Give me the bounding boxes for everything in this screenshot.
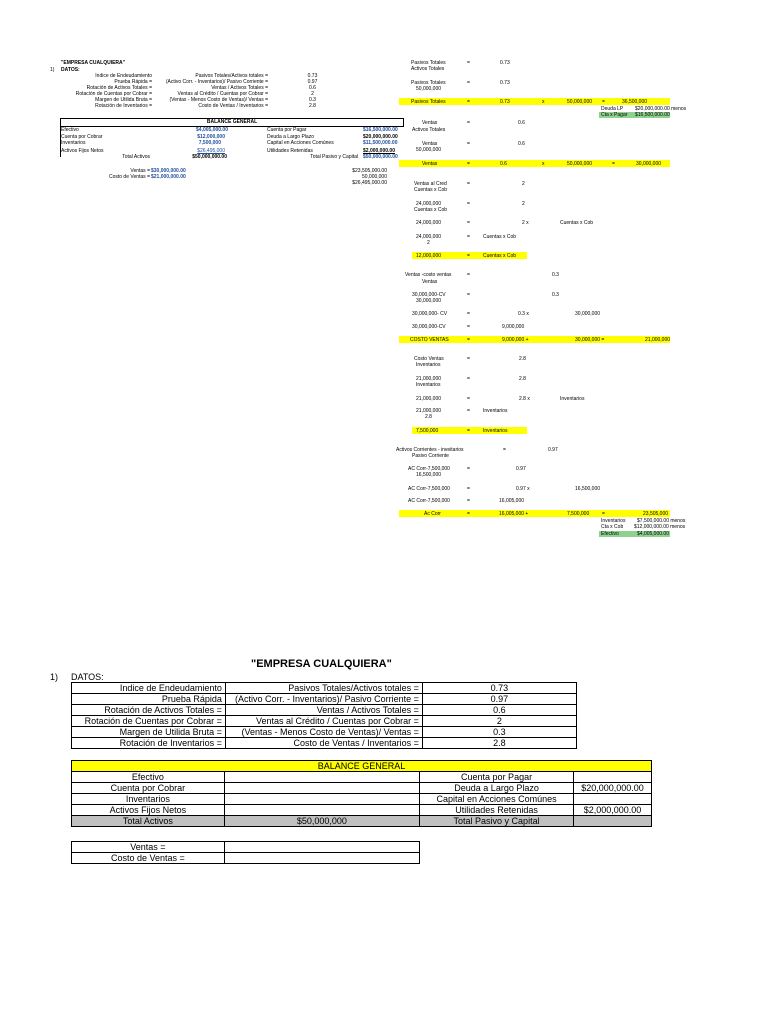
calc-label: 7,500,000 bbox=[416, 428, 439, 434]
costo-label: Costo de Ventas = bbox=[72, 853, 225, 864]
calc-label: Activos Totales bbox=[411, 66, 445, 72]
balance-value bbox=[224, 805, 419, 816]
balance-value bbox=[574, 772, 652, 783]
calc-eq: = bbox=[467, 220, 470, 226]
calc-value: 16,500,000 bbox=[575, 486, 601, 492]
calc-label: Ventas bbox=[422, 141, 438, 147]
side-value: $23,505,000.00 bbox=[352, 168, 387, 174]
ratio-formula: Ventas / Activos Totales = bbox=[225, 705, 422, 716]
calc-eq: = bbox=[467, 486, 470, 492]
ventas-value: $30,000,000.00 bbox=[151, 168, 186, 174]
total-pasivo-value bbox=[574, 816, 652, 827]
balance-label: Capital en Acciones Comúnes bbox=[267, 140, 334, 146]
calc-label: 30,000,000 bbox=[416, 298, 442, 304]
calc-eq: = bbox=[467, 60, 470, 66]
calc-eq: = bbox=[467, 201, 470, 207]
ratio-name: Prueba Rápida bbox=[72, 694, 226, 705]
calc-label: AC Corr-7,500,000 bbox=[408, 486, 450, 492]
balance-value: $20,000,000.00 bbox=[574, 783, 652, 794]
total-pasivo-label: Total Pasivo y Capital bbox=[420, 816, 574, 827]
calc-label: Cuentas x Cob bbox=[414, 187, 448, 193]
calc-label: 50,000,000 bbox=[416, 147, 442, 153]
calc-value: 2 bbox=[522, 201, 525, 207]
calc-label: 24,000,000 bbox=[416, 201, 442, 207]
ratio-name: Rotación de Inventarios = bbox=[72, 738, 226, 749]
top-balance-title: BALANCE GENERAL bbox=[206, 119, 258, 125]
balance-title: BALANCE GENERAL bbox=[72, 761, 652, 772]
ratio-formula: (Activo Corr. - Inventarios)/ Pasivo Corriente = bbox=[165, 79, 268, 85]
calc-op: x bbox=[542, 161, 545, 167]
calc-value: 30,000,000 bbox=[636, 161, 662, 167]
calc-label: AC Corr-7,500,000 bbox=[408, 466, 450, 472]
calc-eq: = bbox=[467, 253, 470, 259]
calc-value: 0.3 bbox=[552, 272, 559, 278]
ventas-table bbox=[71, 841, 420, 864]
calc-label: Efectivo bbox=[601, 531, 619, 537]
balance-value: $20,000,000.00 bbox=[363, 134, 398, 140]
ratio-formula: Costo de Ventas / Inventarios = bbox=[225, 738, 422, 749]
calc-value: $4,005,000.00 bbox=[637, 531, 669, 537]
calc-value: 2.8 x bbox=[519, 396, 530, 402]
calc-value: 36,500,000 bbox=[622, 99, 648, 105]
highlight-row bbox=[399, 160, 670, 167]
bottom-datos-label: DATOS: bbox=[71, 672, 104, 682]
calc-label: Ventas bbox=[422, 161, 438, 167]
calc-eq: = bbox=[467, 511, 470, 517]
balance-label: Activos Fijos Netos bbox=[72, 805, 225, 816]
calc-value: 0.3 bbox=[552, 292, 559, 298]
balance-value: $26,495,000 bbox=[197, 148, 225, 154]
balance-label: Inventarios bbox=[72, 794, 225, 805]
calc-value: 0.73 bbox=[500, 99, 510, 105]
table-row bbox=[72, 805, 652, 816]
calc-label: 24,000,000 bbox=[416, 220, 442, 226]
calc-value: 7,500,000 bbox=[567, 511, 590, 517]
ratio-name: Rotación de Inventarios = bbox=[95, 103, 152, 109]
calc-eq: = bbox=[602, 511, 605, 517]
ratio-value: 0.97 bbox=[422, 694, 576, 705]
table-row bbox=[72, 683, 577, 694]
ratio-value: 2 bbox=[311, 91, 314, 97]
calc-eq: = bbox=[467, 272, 470, 278]
calc-value: 0.6 bbox=[518, 141, 525, 147]
balance-table bbox=[71, 760, 652, 827]
calc-label: 16,500,000 bbox=[416, 472, 442, 478]
calc-label: Pasivos Totales bbox=[411, 80, 446, 86]
calc-label: Cuentas x Cob bbox=[483, 234, 517, 240]
calc-label: Inventarios bbox=[601, 518, 626, 524]
calc-eq: = bbox=[467, 337, 470, 343]
balance-label: Cuenta por Pagar bbox=[420, 772, 574, 783]
balance-value bbox=[224, 772, 419, 783]
ventas-label: Ventas = bbox=[72, 842, 225, 853]
calc-value: 16,005,000 + bbox=[499, 511, 529, 517]
calc-op: x bbox=[542, 99, 545, 105]
calc-value: 50,000,000 bbox=[567, 161, 593, 167]
table-row bbox=[72, 716, 577, 727]
ratio-value: 0.3 bbox=[309, 97, 316, 103]
ratios-table bbox=[71, 682, 577, 749]
calc-eq: = bbox=[467, 234, 470, 240]
calc-eq: = bbox=[467, 120, 470, 126]
balance-label: Activos Fijos Netos bbox=[61, 148, 104, 154]
calc-value: 0.3 x bbox=[518, 311, 529, 317]
ventas-label: Ventas = bbox=[130, 168, 150, 174]
ratio-value: 0.6 bbox=[422, 705, 576, 716]
calc-label: 2.8 bbox=[425, 414, 432, 420]
table-row bbox=[72, 842, 420, 853]
total-activos-value: $50,000,000.00 bbox=[192, 154, 227, 160]
calc-label: Cuentas x Cob bbox=[414, 207, 448, 213]
ratio-name: Indice de Endeudamiento bbox=[72, 683, 226, 694]
calc-label: AC Corr-7,500,000 bbox=[408, 498, 450, 504]
total-activos-label: Total Activos bbox=[122, 154, 150, 160]
ratio-name: Margen de Utilida Bruta = bbox=[72, 727, 226, 738]
calc-label: Pasivo Corriente bbox=[412, 453, 449, 459]
calc-eq: = bbox=[467, 396, 470, 402]
table-row bbox=[72, 783, 652, 794]
ratio-name: Margen de Utilida Bruta = bbox=[95, 97, 152, 103]
balance-value: $2,000,000.00 bbox=[574, 805, 652, 816]
calc-label: Cuentas x Cob bbox=[483, 253, 517, 259]
calc-eq: = bbox=[602, 99, 605, 105]
total-pasivo-label: Total Pasivo y Capital bbox=[310, 154, 358, 160]
calc-label: Inventarios bbox=[483, 428, 508, 434]
calc-label: 30,000,000-CV bbox=[412, 324, 446, 330]
balance-label: Deuda a Largo Plazo bbox=[420, 783, 574, 794]
total-activos-value: $50,000,000 bbox=[224, 816, 419, 827]
balance-label: Utilidades Retenidas bbox=[267, 148, 313, 154]
calc-value: 0.73 bbox=[500, 60, 510, 66]
calc-eq: = bbox=[612, 161, 615, 167]
calc-label: Cuentas x Cob bbox=[560, 220, 594, 226]
ratio-formula: (Ventas - Menos Costo de Ventas)/ Ventas = bbox=[225, 727, 422, 738]
calc-label: Ventas -costo ventas bbox=[405, 272, 452, 278]
side-value: 50,000,000 bbox=[361, 174, 387, 180]
calc-label: Activos Totales bbox=[412, 127, 446, 133]
table-row bbox=[72, 772, 652, 783]
calc-label: Activos Corrientes - inveitarios bbox=[396, 447, 464, 453]
table-row bbox=[72, 853, 420, 864]
calc-value: 0.6 bbox=[518, 120, 525, 126]
side-value: $26,495,000.00 bbox=[352, 180, 387, 186]
calc-value: 16,005,000 bbox=[499, 498, 525, 504]
ratio-value: 0.73 bbox=[307, 73, 318, 79]
calc-value: 0.97 bbox=[548, 447, 558, 453]
bottom-number: 1) bbox=[50, 672, 59, 682]
calc-label: Pasivos Totales bbox=[411, 60, 446, 66]
calc-label: Ventas bbox=[422, 279, 438, 285]
calc-eq: = bbox=[467, 428, 470, 434]
calc-label: 30,000,000-CV bbox=[412, 292, 446, 298]
balance-value: $12,000,000 bbox=[197, 134, 225, 140]
balance-label: Inventarios bbox=[61, 140, 86, 146]
calc-value: $12,000,000.00 menos bbox=[634, 524, 686, 530]
balance-label: Capital en Acciones Comúnes bbox=[420, 794, 574, 805]
ratio-formula: (Ventas - Menos Costo de Ventas)/ Ventas = bbox=[169, 97, 268, 103]
calc-value: 0.73 bbox=[500, 80, 510, 86]
ratio-formula: Pasivos Totales/Activos totales = bbox=[225, 683, 422, 694]
calc-eq: = bbox=[467, 141, 470, 147]
ratio-name: Prueba Rápida = bbox=[114, 79, 152, 85]
table-row bbox=[72, 761, 652, 772]
calc-eq: = bbox=[467, 181, 470, 187]
calc-value: 0.97 x bbox=[516, 486, 530, 492]
calc-label: Pasivos Totales bbox=[411, 99, 446, 105]
calc-value: $7,500,000.00 menos bbox=[637, 518, 686, 524]
calc-eq: = bbox=[467, 99, 470, 105]
calc-value: 0.6 bbox=[500, 161, 507, 167]
calc-label: Ac Corr bbox=[424, 511, 441, 517]
ratio-formula: Costo de Ventas / Inventarios = bbox=[198, 103, 268, 109]
calc-label: Cta x Cob bbox=[601, 524, 624, 530]
table-row bbox=[72, 694, 577, 705]
calc-eq: = bbox=[467, 408, 470, 414]
calc-label: Inventarios bbox=[416, 362, 441, 368]
balance-label: Cuenta por Pagar bbox=[267, 127, 307, 133]
calc-label: Ventas bbox=[422, 120, 438, 126]
costo-value[interactable] bbox=[224, 853, 419, 864]
table-row bbox=[72, 705, 577, 716]
ratio-value: 2.8 bbox=[309, 103, 316, 109]
calc-value: 30,000,000 bbox=[575, 311, 601, 317]
top-number: 1) bbox=[50, 67, 55, 73]
calc-eq: = bbox=[503, 447, 506, 453]
calc-eq: = bbox=[467, 498, 470, 504]
balance-value bbox=[574, 794, 652, 805]
total-pasivo-value: $50,000,000.00 bbox=[363, 154, 398, 160]
ratio-formula: (Activo Corr. - Inventarios)/ Pasivo Corriente = bbox=[225, 694, 422, 705]
balance-label: Efectivo bbox=[61, 127, 79, 133]
calc-value: $20,000,000.00 menos bbox=[635, 106, 687, 112]
calc-label: Inventarios bbox=[483, 408, 508, 414]
ratio-formula: Ventas al Crédito / Cuentas por Cobrar = bbox=[225, 716, 422, 727]
calc-value: 9,000,000 + bbox=[502, 337, 529, 343]
calc-eq: = bbox=[467, 376, 470, 382]
calc-eq: = bbox=[467, 311, 470, 317]
bottom-title: "EMPRESA CUALQUIERA" bbox=[251, 658, 392, 670]
calc-label: 50,000,000 bbox=[416, 86, 442, 92]
calc-label: 21,000,000 bbox=[416, 396, 442, 402]
ratio-value: 2.8 bbox=[422, 738, 576, 749]
balance-value: $16,500,000.00 bbox=[363, 127, 398, 133]
ratio-name: Rotación de Cuentas por Cobrar = bbox=[72, 716, 226, 727]
calc-value: 30,000,000 = bbox=[575, 337, 605, 343]
calc-label: Inventarios bbox=[560, 396, 585, 402]
calc-value: 9,000,000 bbox=[502, 324, 525, 330]
ratio-name: Rotación de Activos Totales = bbox=[86, 85, 152, 91]
balance-label: Efectivo bbox=[72, 772, 225, 783]
calc-value: 2.8 bbox=[519, 356, 526, 362]
balance-label: Cuenta por Cobrar bbox=[61, 134, 103, 140]
table-row bbox=[72, 727, 577, 738]
balance-value bbox=[224, 783, 419, 794]
calc-value: 2 bbox=[522, 181, 525, 187]
ratio-name: Rotación de Activos Totales = bbox=[72, 705, 226, 716]
ratio-formula: Pasivos Totales/Activos totales = bbox=[195, 73, 268, 79]
top-datos-label: DATOS: bbox=[61, 67, 80, 73]
calc-value: 50,000,000 bbox=[567, 99, 593, 105]
calc-value: 23,505,000 bbox=[643, 511, 669, 517]
calc-label: Inventarios bbox=[416, 382, 441, 388]
calc-label: 21,000,000 bbox=[416, 408, 442, 414]
ratio-name: Indice de Endeudamiento bbox=[95, 73, 152, 79]
calc-label: COSTO VENTAS bbox=[410, 337, 449, 343]
calc-eq: = bbox=[467, 292, 470, 298]
calc-label: Cta x Pagar bbox=[601, 112, 628, 118]
calc-eq: = bbox=[467, 466, 470, 472]
ratio-formula: Ventas al Crédito / Cuentas por Cobrar = bbox=[177, 91, 268, 97]
balance-value: $11,500,000.00 bbox=[363, 140, 398, 146]
calc-value: $16,500,000.00 bbox=[635, 112, 670, 118]
ratio-value: 0.3 bbox=[422, 727, 576, 738]
balance-label: Cuenta por Cobrar bbox=[72, 783, 225, 794]
calc-label: 2 bbox=[427, 240, 430, 246]
ratio-value: 0.97 bbox=[307, 79, 318, 85]
ratio-value: 0.73 bbox=[422, 683, 576, 694]
balance-label: Utilidades Retenidas bbox=[420, 805, 574, 816]
calc-label: 30,000,000- CV bbox=[412, 311, 448, 317]
calc-eq: = bbox=[467, 161, 470, 167]
total-activos-label: Total Activos bbox=[72, 816, 225, 827]
calc-label: Deuda LP bbox=[601, 106, 624, 112]
calc-value: 2.8 bbox=[519, 376, 526, 382]
balance-value: 7,500,000 bbox=[198, 140, 221, 146]
balance-label: Deuda a Largo Plazo bbox=[267, 134, 314, 140]
calc-eq: = bbox=[467, 324, 470, 330]
balance-value: $2,000,000.00 bbox=[363, 148, 395, 154]
ratio-value: 0.6 bbox=[309, 85, 316, 91]
calc-label: 21,000,000 bbox=[416, 376, 442, 382]
calc-value: 2 x bbox=[522, 220, 529, 226]
calc-value: 21,000,000 bbox=[645, 337, 671, 343]
table-row bbox=[72, 794, 652, 805]
calc-label: 24,000,000 bbox=[416, 234, 442, 240]
calc-eq: = bbox=[467, 80, 470, 86]
ratio-name: Rotación de Cuentas por Cobrar = bbox=[75, 91, 152, 97]
ratio-formula: Ventas / Activos Totales = bbox=[211, 85, 268, 91]
table-row-total bbox=[72, 816, 652, 827]
calc-label: Costo Ventas bbox=[414, 356, 444, 362]
ventas-value[interactable] bbox=[224, 842, 419, 853]
top-balance-header bbox=[60, 118, 404, 127]
costo-value: $21,000,000.00 bbox=[151, 174, 186, 180]
balance-value bbox=[224, 794, 419, 805]
top-title: "EMPRESA CUALQUIERA" bbox=[61, 60, 126, 66]
calc-eq: = bbox=[467, 356, 470, 362]
calc-label: 12,000,000 bbox=[416, 253, 442, 259]
table-row bbox=[72, 738, 577, 749]
balance-value: $4,005,000.00 bbox=[196, 127, 228, 133]
calc-label: Ventas al Cred bbox=[414, 181, 447, 187]
ratio-value: 2 bbox=[422, 716, 576, 727]
costo-label: Costo de Ventas = bbox=[108, 174, 150, 180]
calc-value: 0.97 bbox=[516, 466, 526, 472]
